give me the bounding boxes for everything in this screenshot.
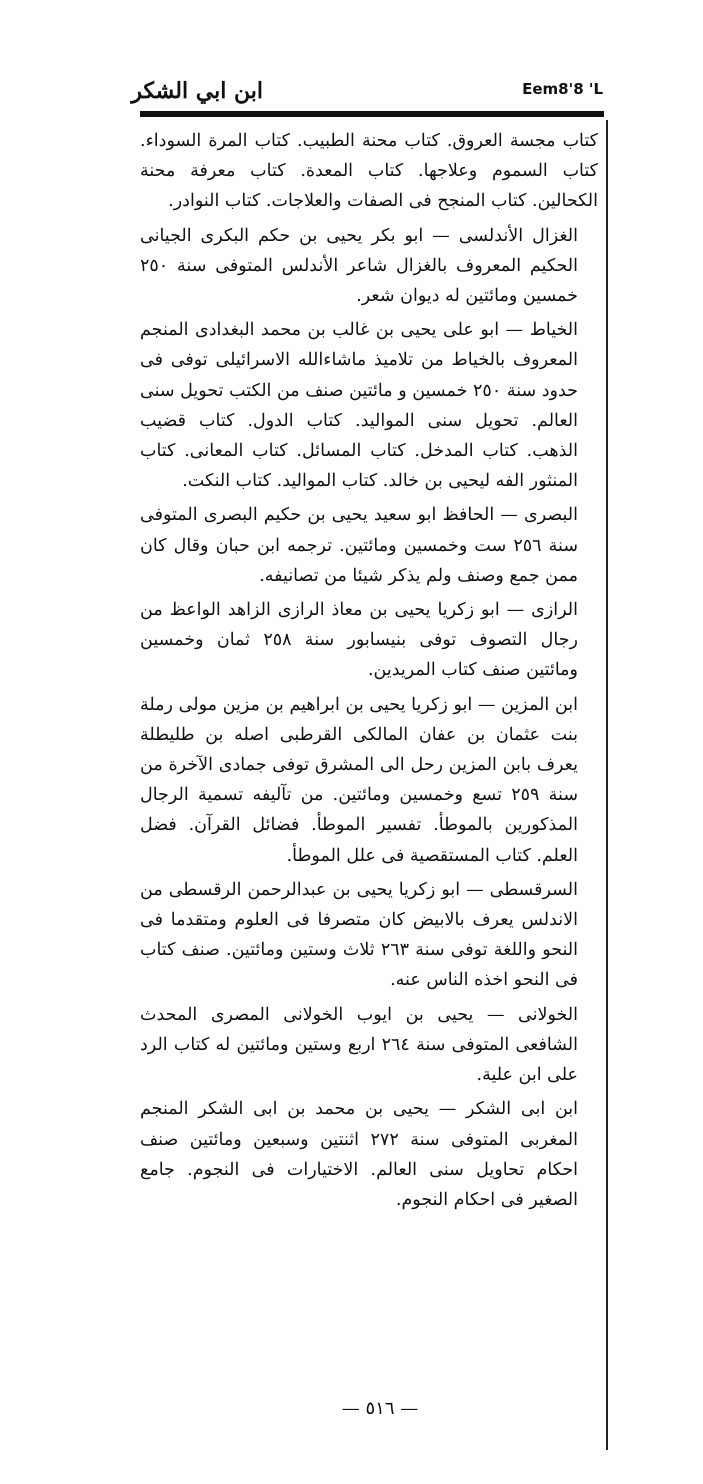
entry-khawlani: الخولانى — يحيى بن ايوب الخولانى المصرى المحدث الشافعى المتوفى سنة ٢٦٤ اربع وستين ومائتين له كتاب الرد على ابن علية. [140,1004,578,1086]
margin-rule [606,120,608,1450]
entry-basri: البصرى — الحافظ ابو سعيد يحيى بن حكيم البصرى المتوفى سنة ٢٥٦ ست وخمسين ومائتين. ترجمه ابن حبان وقال كان ممن جمع وصنف ولم يذكر شيئا من تصانيفه. [140,505,578,586]
body-text [140,126,598,1219]
entry-saraqusti: السرقسطى — ابو زكريا يحيى بن عبدالرحمن الرقسطى من الاندلس يعرف بالابيض كان متصرفا فى العلوم ومتقدما فى النحو واللغة توفى سنة ٢٦٣ ثلاث وستين ومائتين. صنف كتاب فى النحو اخذه الناس عنه. [140,879,579,991]
running-title: ابن ابي الشكر [131,78,263,104]
entry-khayyat: الخياط — ابو على يحيى بن غالب بن محمد البغدادى المنجم المعروف بالخياط من تلاميذ ماشاءالله الاسرائيلى توفى فى حدود سنة ٢٥٠ خمسين و مائتين صنف من الكتب تحويل سنى العالم. تحويل سنى المواليد. كتاب الدول. كتاب قضيب الذهب. كتاب المدخل. كتاب المسائل. كتاب المعانى. كتاب المنثور الفه ليحيى بن خالد. كتاب المواليد. كتاب النكت. [140,320,578,492]
entry-continuation: كتاب مجسة العروق. كتاب محنة الطبيب. كتاب المرة السوداء. كتاب السموم وعلاجها. كتاب المعدة. كتاب معرفة محنة الكحالين. كتاب المنجح فى الصفات والعلاجات. كتاب النوادر. [140,131,598,212]
page-header [131,74,603,108]
entry-ibn-muzayn: ابن المزين — ابو زكريا يحيى بن ابراهيم بن مزين مولى رملة بنت عثمان بن عفان المالكى القرطبى اصله بن طليطلة يعرف بابن المزين رحل الى المشرق توفى جمادى الآخرة من سنة ٢٥٩ تسع وخمسين ومائتين. من تآليفه تسمية الرجال المذكورين بالموطأ. تفسير الموطأ. فضائل القرآن. فضل العلم. كتاب المستقصية فى علل الموطأ. [140,694,578,866]
running-code: Eem8'8 'L [522,80,603,98]
header-rule [140,111,604,117]
entry-ghazzal: الغزال الأندلسى — ابو بكر يحيى بن حكم البكرى الجيانى الحكيم المعروف بالغزال شاعر الأندلس المتوفى سنة ٢٥٠ خمسين ومائتين له ديوان شعر. [140,225,578,307]
entry-ibn-abi-shukr: ابن ابى الشكر — يحيى بن محمد بن ابى الشكر المنجم المغربى المتوفى سنة ٢٧٢ اثنتين وسبعين ومائتين صنف احكام تحاويل سنى العالم. الاختيارات فى النجوم. جامع الصغير فى احكام النجوم. [140,1099,578,1210]
page-number: — ٥١٦ — [341,1398,419,1419]
entry-razi: الرازى — ابو زكريا يحيى بن معاذ الرازى الزاهد الواعظ من رجال التصوف توفى بنيسابور سنة ٢٥٨ ثمان وخمسين ومائتين صنف كتاب المريدين. [140,600,578,681]
